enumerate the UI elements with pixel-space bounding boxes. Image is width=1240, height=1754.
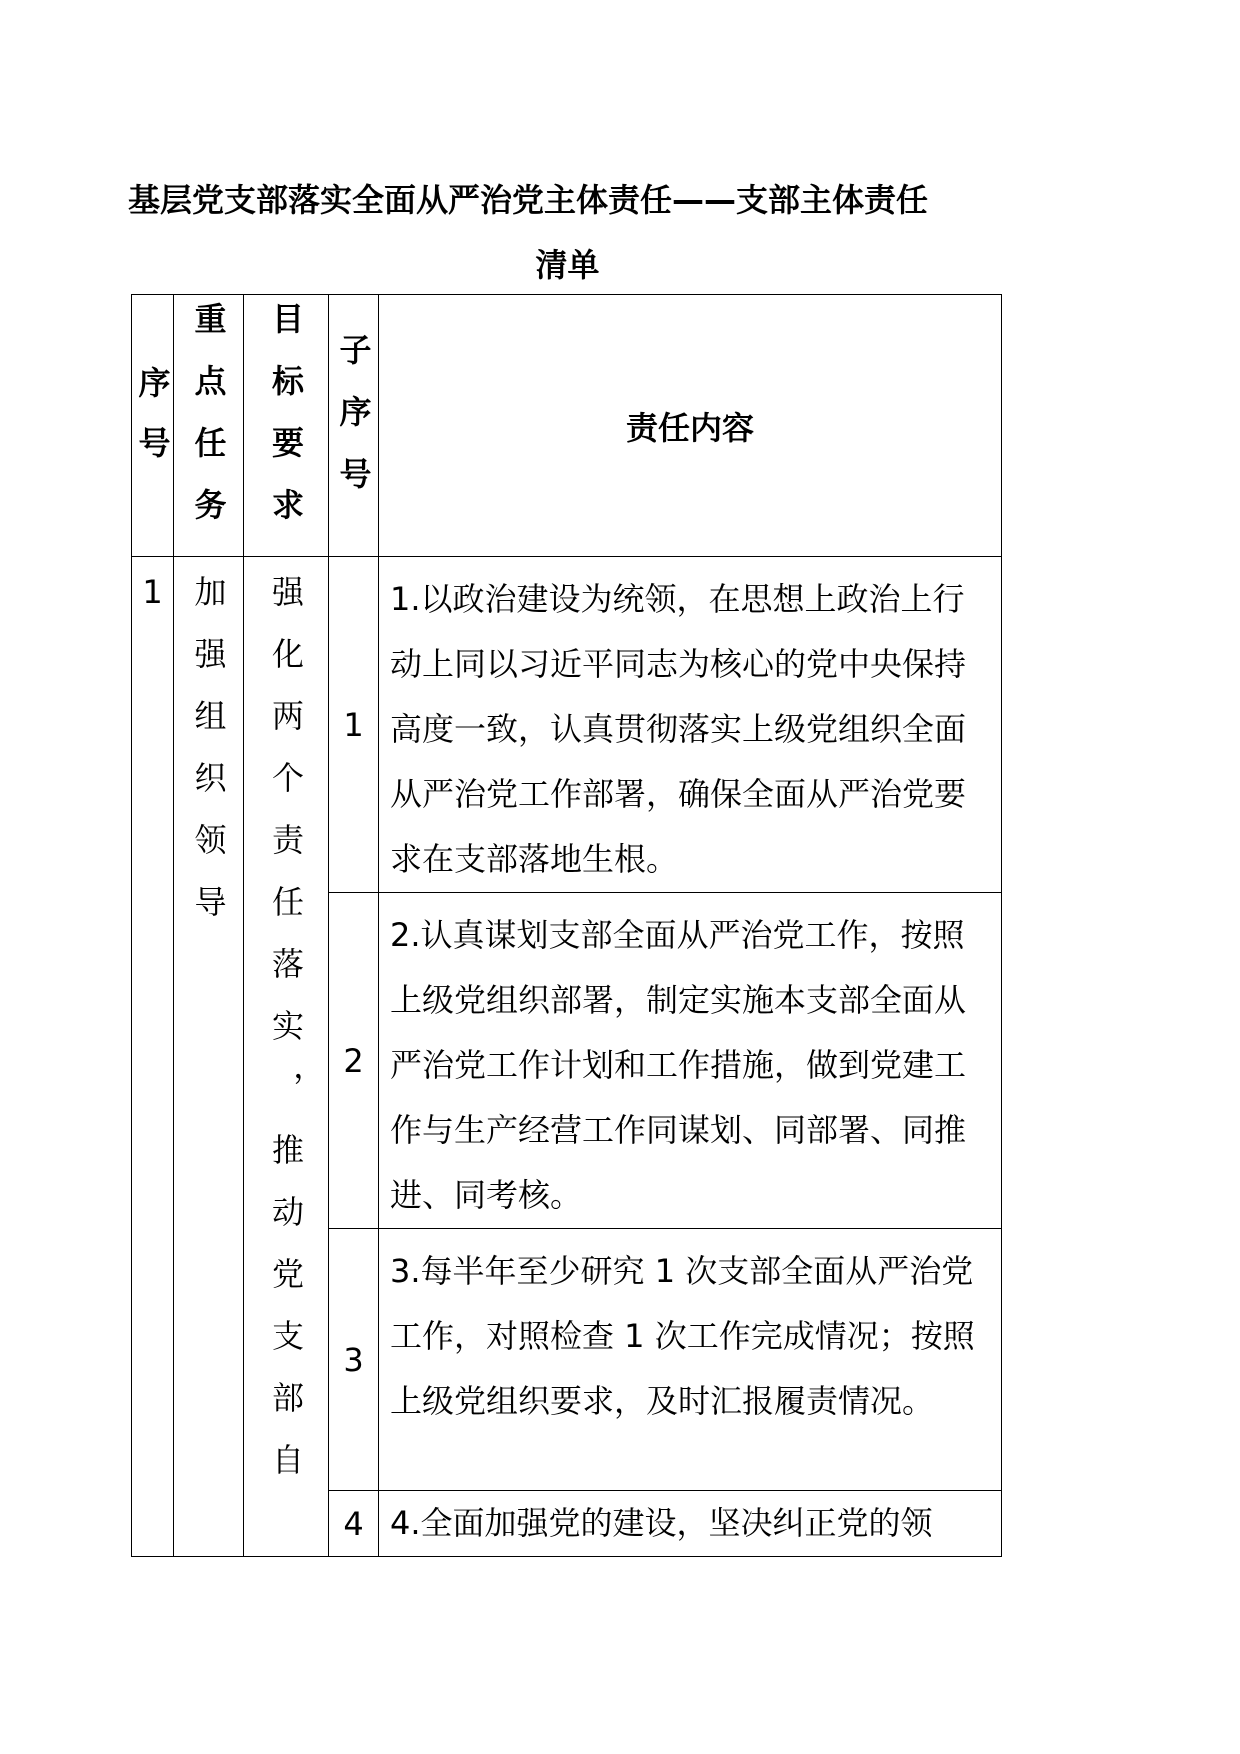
sub-index: 2 (329, 893, 379, 1229)
header-sub-index: 子序号 (329, 295, 379, 557)
sub-index: 4 (329, 1491, 379, 1557)
responsibility-content: 3.每半年至少研究 1 次支部全面从严治党工作，对照检查 1 次工作完成情况；按照上级党组织要求，及时汇报履责情况。 (379, 1229, 1002, 1491)
responsibility-content: 4.全面加强党的建设，坚决纠正党的领 (379, 1491, 1002, 1557)
sub-index: 3 (329, 1229, 379, 1491)
header-target: 目标要求 (244, 295, 329, 557)
document-title-continued: 清单 (535, 246, 600, 284)
table-row (132, 557, 1002, 893)
responsibility-table (131, 294, 1002, 1557)
header-index: 序号 (132, 295, 174, 557)
row-index: 1 (132, 557, 174, 1557)
header-content: 责任内容 (379, 295, 1002, 557)
row-key-task: 加强组织领导 (174, 557, 244, 1557)
row-target: 强化两个责任落实，推动党支部自 (244, 557, 329, 1557)
table-header-row (132, 295, 1002, 557)
sub-index: 1 (329, 557, 379, 893)
header-key-task: 重点任务 (174, 295, 244, 557)
responsibility-content: 1.以政治建设为统领，在思想上政治上行动上同以习近平同志为核心的党中央保持高度一致，认真贯彻落实上级党组织全面从严治党工作部署，确保全面从严治党要求在支部落地生根。 (379, 557, 1002, 893)
responsibility-content: 2.认真谋划支部全面从严治党工作，按照上级党组织部署，制定实施本支部全面从严治党工作计划和工作措施，做到党建工作与生产经营工作同谋划、同部署、同推进、同考核。 (379, 893, 1002, 1229)
document-title: 基层党支部落实全面从严治党主体责任——支部主体责任 (128, 181, 929, 219)
